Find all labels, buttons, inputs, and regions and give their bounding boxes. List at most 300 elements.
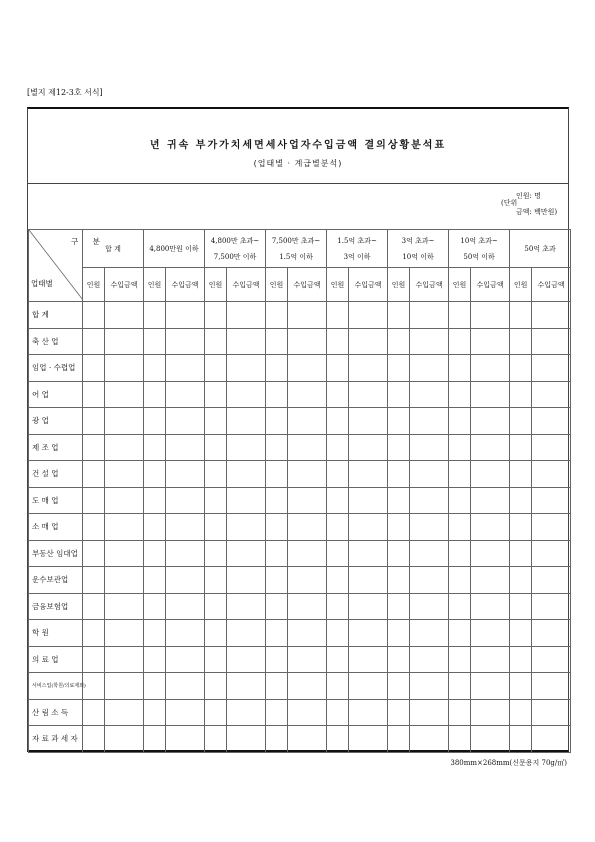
form-title: 년 귀속 부가가치세면세사업자수입금액 결의상황분석표: [149, 140, 447, 151]
data-cell[interactable]: [227, 302, 266, 329]
data-cell[interactable]: [532, 461, 571, 488]
data-cell[interactable]: [166, 514, 205, 541]
data-cell[interactable]: [288, 434, 327, 461]
data-cell[interactable]: [227, 620, 266, 647]
header-group-4: [327, 230, 388, 268]
data-cell[interactable]: [410, 434, 449, 461]
data-cell[interactable]: [510, 726, 532, 753]
data-cell[interactable]: [410, 673, 449, 700]
data-cell[interactable]: [449, 434, 471, 461]
header-group-line2: 50억 이하: [463, 252, 495, 261]
data-cell[interactable]: [388, 328, 410, 355]
data-cell[interactable]: [205, 567, 227, 594]
data-cell[interactable]: [266, 355, 288, 382]
data-cell[interactable]: [410, 408, 449, 435]
data-cell[interactable]: [388, 434, 410, 461]
data-cell[interactable]: [144, 646, 166, 673]
data-cell[interactable]: [327, 567, 349, 594]
table-row: [29, 593, 571, 620]
data-cell[interactable]: [288, 302, 327, 329]
data-cell[interactable]: [410, 593, 449, 620]
data-cell[interactable]: [227, 540, 266, 567]
data-cell[interactable]: [205, 593, 227, 620]
data-cell[interactable]: [83, 355, 105, 382]
data-cell[interactable]: [227, 381, 266, 408]
data-cell[interactable]: [388, 540, 410, 567]
row-label: 의 료 업: [29, 646, 83, 673]
data-cell[interactable]: [510, 408, 532, 435]
data-cell[interactable]: [449, 593, 471, 620]
data-cell[interactable]: [288, 381, 327, 408]
data-cell[interactable]: [166, 434, 205, 461]
data-cell[interactable]: [105, 355, 144, 382]
data-cell[interactable]: [105, 620, 144, 647]
data-cell[interactable]: [471, 408, 510, 435]
data-cell[interactable]: [510, 699, 532, 726]
data-cell[interactable]: [510, 487, 532, 514]
header-group-line1: 4,800만 초과~: [210, 236, 260, 245]
data-cell[interactable]: [105, 461, 144, 488]
data-cell[interactable]: [532, 726, 571, 753]
data-cell[interactable]: [288, 567, 327, 594]
table-row: [29, 302, 571, 329]
data-cell[interactable]: [205, 328, 227, 355]
data-cell[interactable]: [144, 726, 166, 753]
data-cell[interactable]: [449, 646, 471, 673]
subheader-amount: 수입금액: [532, 268, 571, 302]
data-cell[interactable]: [410, 646, 449, 673]
data-cell[interactable]: [349, 381, 388, 408]
data-cell[interactable]: [327, 699, 349, 726]
data-cell[interactable]: [327, 487, 349, 514]
data-cell[interactable]: [266, 593, 288, 620]
data-cell[interactable]: [510, 355, 532, 382]
data-cell[interactable]: [388, 355, 410, 382]
data-cell[interactable]: [388, 567, 410, 594]
data-cell[interactable]: [449, 487, 471, 514]
data-cell[interactable]: [166, 673, 205, 700]
data-cell[interactable]: [349, 302, 388, 329]
data-cell[interactable]: [227, 673, 266, 700]
data-cell[interactable]: [349, 673, 388, 700]
data-cell[interactable]: [388, 699, 410, 726]
data-cell[interactable]: [83, 620, 105, 647]
data-cell[interactable]: [327, 328, 349, 355]
data-cell[interactable]: [266, 699, 288, 726]
data-cell[interactable]: [510, 302, 532, 329]
unit-amount: 금액: 백만원): [516, 208, 558, 216]
data-cell[interactable]: [532, 540, 571, 567]
data-cell[interactable]: [327, 408, 349, 435]
data-cell[interactable]: [327, 302, 349, 329]
data-cell[interactable]: [410, 726, 449, 753]
data-cell[interactable]: [388, 381, 410, 408]
data-cell[interactable]: [205, 434, 227, 461]
data-cell[interactable]: [227, 487, 266, 514]
table-row: [29, 381, 571, 408]
data-cell[interactable]: [205, 646, 227, 673]
data-cell[interactable]: [288, 646, 327, 673]
data-cell[interactable]: [227, 328, 266, 355]
data-cell[interactable]: [532, 355, 571, 382]
data-cell[interactable]: [471, 593, 510, 620]
data-cell[interactable]: [410, 355, 449, 382]
data-cell[interactable]: [410, 514, 449, 541]
data-cell[interactable]: [266, 487, 288, 514]
data-cell[interactable]: [83, 593, 105, 620]
data-cell[interactable]: [449, 328, 471, 355]
data-cell[interactable]: [144, 699, 166, 726]
data-cell[interactable]: [205, 408, 227, 435]
data-cell[interactable]: [288, 461, 327, 488]
data-cell[interactable]: [227, 593, 266, 620]
data-cell[interactable]: [288, 620, 327, 647]
header-group-3: [266, 230, 327, 268]
data-cell[interactable]: [288, 487, 327, 514]
data-cell[interactable]: [105, 567, 144, 594]
data-cell[interactable]: [144, 487, 166, 514]
data-cell[interactable]: [388, 726, 410, 753]
data-cell[interactable]: [105, 699, 144, 726]
data-cell[interactable]: [510, 646, 532, 673]
data-cell[interactable]: [449, 540, 471, 567]
data-cell[interactable]: [83, 567, 105, 594]
data-cell[interactable]: [532, 514, 571, 541]
data-cell[interactable]: [349, 328, 388, 355]
data-cell[interactable]: [144, 514, 166, 541]
data-cell[interactable]: [532, 434, 571, 461]
data-cell[interactable]: [327, 646, 349, 673]
data-cell[interactable]: [227, 567, 266, 594]
header-group-2: [205, 230, 266, 268]
data-cell[interactable]: [510, 461, 532, 488]
data-cell[interactable]: [349, 699, 388, 726]
data-cell[interactable]: [288, 726, 327, 753]
data-cell[interactable]: [532, 620, 571, 647]
data-cell[interactable]: [288, 408, 327, 435]
data-cell[interactable]: [105, 434, 144, 461]
table-row: [29, 328, 571, 355]
data-cell[interactable]: [83, 726, 105, 753]
subheader-person: 인원: [266, 268, 288, 302]
data-cell[interactable]: [288, 699, 327, 726]
data-cell[interactable]: [205, 381, 227, 408]
data-cell[interactable]: [388, 620, 410, 647]
data-cell[interactable]: [471, 302, 510, 329]
data-cell[interactable]: [266, 434, 288, 461]
data-cell[interactable]: [449, 355, 471, 382]
data-cell[interactable]: [83, 302, 105, 329]
data-cell[interactable]: [471, 699, 510, 726]
data-cell[interactable]: [510, 567, 532, 594]
data-cell[interactable]: [349, 646, 388, 673]
data-cell[interactable]: [288, 328, 327, 355]
header-group-5: [388, 230, 449, 268]
data-cell[interactable]: [449, 461, 471, 488]
data-cell[interactable]: [510, 620, 532, 647]
data-cell[interactable]: [288, 514, 327, 541]
data-cell[interactable]: [205, 620, 227, 647]
data-cell[interactable]: [166, 328, 205, 355]
data-cell[interactable]: [388, 302, 410, 329]
data-cell[interactable]: [83, 434, 105, 461]
data-cell[interactable]: [266, 302, 288, 329]
data-cell[interactable]: [205, 699, 227, 726]
data-cell[interactable]: [227, 699, 266, 726]
data-cell[interactable]: [83, 328, 105, 355]
data-cell[interactable]: [205, 673, 227, 700]
data-cell[interactable]: [471, 355, 510, 382]
data-cell[interactable]: [349, 726, 388, 753]
data-cell[interactable]: [144, 328, 166, 355]
data-cell[interactable]: [205, 302, 227, 329]
data-cell[interactable]: [266, 646, 288, 673]
form-number: [별지 제12-3호 서식]: [27, 88, 103, 97]
data-cell[interactable]: [83, 487, 105, 514]
data-cell[interactable]: [166, 487, 205, 514]
row-label: 학 원: [29, 620, 83, 647]
header-upjong: 업태별: [31, 279, 53, 288]
data-cell[interactable]: [144, 673, 166, 700]
subheader-amount: 수입금액: [410, 268, 449, 302]
data-cell[interactable]: [166, 567, 205, 594]
data-cell[interactable]: [388, 646, 410, 673]
data-cell[interactable]: [510, 540, 532, 567]
data-cell[interactable]: [166, 461, 205, 488]
data-cell[interactable]: [410, 302, 449, 329]
data-cell[interactable]: [166, 699, 205, 726]
data-cell[interactable]: [510, 381, 532, 408]
data-cell[interactable]: [349, 593, 388, 620]
data-cell[interactable]: [266, 461, 288, 488]
data-cell[interactable]: [166, 408, 205, 435]
data-cell[interactable]: [327, 673, 349, 700]
data-cell[interactable]: [205, 726, 227, 753]
data-cell[interactable]: [532, 381, 571, 408]
data-cell[interactable]: [471, 461, 510, 488]
data-cell[interactable]: [166, 646, 205, 673]
data-cell[interactable]: [166, 381, 205, 408]
data-cell[interactable]: [449, 620, 471, 647]
data-cell[interactable]: [105, 381, 144, 408]
data-cell[interactable]: [105, 593, 144, 620]
data-cell[interactable]: [105, 726, 144, 753]
data-cell[interactable]: [83, 514, 105, 541]
data-cell[interactable]: [510, 328, 532, 355]
data-cell[interactable]: [532, 673, 571, 700]
data-cell[interactable]: [449, 567, 471, 594]
data-cell[interactable]: [327, 355, 349, 382]
data-cell[interactable]: [449, 302, 471, 329]
data-cell[interactable]: [105, 408, 144, 435]
header-gubun: 구 분: [71, 237, 106, 246]
data-cell[interactable]: [227, 461, 266, 488]
data-cell[interactable]: [349, 540, 388, 567]
data-cell[interactable]: [510, 593, 532, 620]
data-cell[interactable]: [471, 567, 510, 594]
data-cell[interactable]: [449, 673, 471, 700]
data-cell[interactable]: [266, 408, 288, 435]
data-cell[interactable]: [227, 514, 266, 541]
data-cell[interactable]: [349, 487, 388, 514]
title-section: [28, 109, 568, 184]
data-cell[interactable]: [83, 540, 105, 567]
data-cell[interactable]: [166, 355, 205, 382]
data-cell[interactable]: [388, 514, 410, 541]
data-cell[interactable]: [471, 434, 510, 461]
data-cell[interactable]: [205, 540, 227, 567]
data-cell[interactable]: [288, 673, 327, 700]
table-row: [29, 434, 571, 461]
data-cell[interactable]: [288, 540, 327, 567]
data-cell[interactable]: [105, 302, 144, 329]
table-row: [29, 487, 571, 514]
data-cell[interactable]: [205, 355, 227, 382]
data-cell[interactable]: [532, 328, 571, 355]
data-cell[interactable]: [205, 487, 227, 514]
data-cell[interactable]: [144, 434, 166, 461]
data-cell[interactable]: [327, 461, 349, 488]
data-cell[interactable]: [288, 355, 327, 382]
data-cell[interactable]: [166, 726, 205, 753]
data-cell[interactable]: [449, 514, 471, 541]
table-row: [29, 355, 571, 382]
data-cell[interactable]: [388, 673, 410, 700]
data-cell[interactable]: [510, 514, 532, 541]
data-cell[interactable]: [471, 620, 510, 647]
data-cell[interactable]: [266, 567, 288, 594]
data-cell[interactable]: [83, 699, 105, 726]
data-cell[interactable]: [205, 514, 227, 541]
data-cell[interactable]: [105, 540, 144, 567]
data-cell[interactable]: [166, 540, 205, 567]
data-cell[interactable]: [227, 434, 266, 461]
data-cell[interactable]: [327, 620, 349, 647]
data-cell[interactable]: [471, 487, 510, 514]
data-cell[interactable]: [532, 593, 571, 620]
data-cell[interactable]: [105, 514, 144, 541]
data-cell[interactable]: [532, 646, 571, 673]
data-cell[interactable]: [266, 620, 288, 647]
data-cell[interactable]: [83, 461, 105, 488]
subheader-amount: 수입금액: [471, 268, 510, 302]
data-cell[interactable]: [266, 514, 288, 541]
data-cell[interactable]: [349, 567, 388, 594]
data-cell[interactable]: [471, 646, 510, 673]
data-cell[interactable]: [471, 328, 510, 355]
data-cell[interactable]: [349, 408, 388, 435]
data-cell[interactable]: [144, 593, 166, 620]
data-cell[interactable]: [410, 487, 449, 514]
data-cell[interactable]: [449, 381, 471, 408]
data-cell[interactable]: [105, 487, 144, 514]
data-cell[interactable]: [144, 408, 166, 435]
data-cell[interactable]: [471, 673, 510, 700]
data-cell[interactable]: [510, 434, 532, 461]
data-cell[interactable]: [349, 355, 388, 382]
data-cell[interactable]: [532, 302, 571, 329]
data-cell[interactable]: [471, 381, 510, 408]
data-cell[interactable]: [144, 567, 166, 594]
data-cell[interactable]: [83, 381, 105, 408]
data-cell[interactable]: [327, 514, 349, 541]
data-cell[interactable]: [532, 567, 571, 594]
data-cell[interactable]: [144, 381, 166, 408]
data-cell[interactable]: [266, 540, 288, 567]
data-cell[interactable]: [410, 540, 449, 567]
data-cell[interactable]: [144, 461, 166, 488]
row-label: 합 계: [29, 302, 83, 329]
data-cell[interactable]: [144, 302, 166, 329]
data-cell[interactable]: [449, 726, 471, 753]
data-cell[interactable]: [449, 699, 471, 726]
data-cell[interactable]: [471, 726, 510, 753]
data-cell[interactable]: [144, 620, 166, 647]
data-cell[interactable]: [388, 408, 410, 435]
data-cell[interactable]: [327, 434, 349, 461]
data-cell[interactable]: [410, 699, 449, 726]
data-cell[interactable]: [410, 620, 449, 647]
data-cell[interactable]: [144, 355, 166, 382]
data-cell[interactable]: [266, 673, 288, 700]
data-cell[interactable]: [510, 673, 532, 700]
data-cell[interactable]: [388, 487, 410, 514]
data-cell[interactable]: [83, 408, 105, 435]
data-cell[interactable]: [83, 646, 105, 673]
data-cell[interactable]: [471, 540, 510, 567]
data-cell[interactable]: [227, 646, 266, 673]
data-cell[interactable]: [288, 593, 327, 620]
data-cell[interactable]: [227, 726, 266, 753]
data-cell[interactable]: [166, 593, 205, 620]
data-cell[interactable]: [327, 593, 349, 620]
data-cell[interactable]: [410, 328, 449, 355]
data-cell[interactable]: [471, 514, 510, 541]
data-cell[interactable]: [388, 593, 410, 620]
data-cell[interactable]: [349, 461, 388, 488]
data-cell[interactable]: [327, 540, 349, 567]
data-cell[interactable]: [410, 567, 449, 594]
data-cell[interactable]: [349, 620, 388, 647]
data-cell[interactable]: [327, 381, 349, 408]
data-cell[interactable]: [266, 726, 288, 753]
data-cell[interactable]: [205, 461, 227, 488]
paper-spec: 380mm×268mm(신문용지 70g/㎡): [450, 759, 567, 767]
data-cell[interactable]: [105, 646, 144, 673]
data-cell[interactable]: [349, 514, 388, 541]
data-cell[interactable]: [166, 302, 205, 329]
data-cell[interactable]: [144, 540, 166, 567]
table-row: [29, 408, 571, 435]
data-cell[interactable]: [327, 726, 349, 753]
data-cell[interactable]: [227, 355, 266, 382]
data-cell[interactable]: [532, 487, 571, 514]
data-cell[interactable]: [410, 381, 449, 408]
data-cell[interactable]: [532, 408, 571, 435]
data-cell[interactable]: [105, 328, 144, 355]
header-group-7: [510, 230, 571, 268]
data-cell[interactable]: [349, 434, 388, 461]
data-cell[interactable]: [266, 381, 288, 408]
data-cell[interactable]: [166, 620, 205, 647]
data-cell[interactable]: [410, 461, 449, 488]
data-cell[interactable]: [388, 461, 410, 488]
data-cell[interactable]: [105, 673, 144, 700]
data-cell[interactable]: [266, 328, 288, 355]
data-cell[interactable]: [532, 699, 571, 726]
data-cell[interactable]: [227, 408, 266, 435]
data-cell[interactable]: [449, 408, 471, 435]
